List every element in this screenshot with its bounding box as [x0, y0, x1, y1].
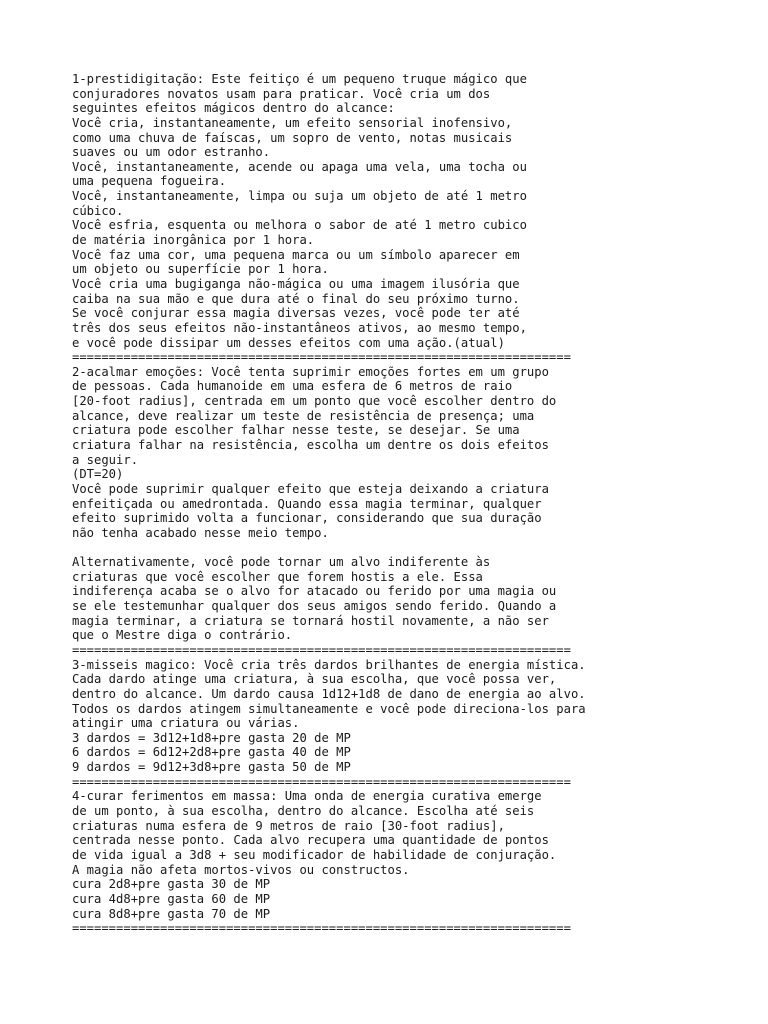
text-line: A magia não afeta mortos-vivos ou constructos.	[72, 862, 410, 877]
text-line: Você, instantaneamente, acende ou apaga uma vela, uma tocha ou	[72, 159, 527, 174]
separator-line: ====================================================================	[72, 774, 571, 789]
text-line: 9 dardos = 9d12+3d8+pre gasta 50 de MP	[72, 760, 351, 775]
text-line: de vida igual a 3d8 + seu modificador de habilidade de conjuração.	[72, 847, 557, 862]
text-line: Você faz uma cor, uma pequena marca ou um símbolo aparecer em	[72, 247, 520, 262]
text-line: Você pode suprimir qualquer efeito que esteja deixando a criatura	[72, 481, 549, 496]
text-line: cura 4d8+pre gasta 60 de MP	[72, 891, 271, 906]
text-line: de um ponto, à sua escolha, dentro do alcance. Escolha até seis	[72, 804, 535, 819]
text-line: de matéria inorgânica por 1 hora.	[72, 233, 315, 248]
text-line: Você esfria, esquenta ou melhora o sabor de até 1 metro cubico	[72, 218, 527, 233]
text-line: conjuradores novatos usam para praticar. Você cria um dos	[72, 86, 491, 101]
text-line: magia terminar, a criatura se tornará hostil novamente, a não ser	[72, 613, 549, 628]
document-page	[72, 72, 672, 936]
text-line: cura 8d8+pre gasta 70 de MP	[72, 906, 271, 921]
text-line: como uma chuva de faíscas, um sopro de vento, notas musicais	[72, 130, 513, 145]
text-line: criatura pode escolher falhar nesse teste, se desejar. Se uma	[72, 423, 520, 438]
text-line: criaturas numa esfera de 9 metros de raio [30-foot radius],	[72, 818, 505, 833]
text-line: 3-misseis magico: Você cria três dardos brilhantes de energia mística.	[72, 657, 586, 672]
separator-line: ====================================================================	[72, 642, 571, 657]
text-line: e você pode dissipar um desses efeitos com uma ação.(atual)	[72, 335, 505, 350]
text-line: Se você conjurar essa magia diversas vezes, você pode ter até	[72, 306, 520, 321]
text-line: a seguir.	[72, 452, 139, 467]
text-line: 1-prestidigitação: Este feitiço é um pequeno truque mágico que	[72, 72, 527, 86]
text-line: criaturas que você escolher que forem hostis a ele. Essa	[72, 569, 483, 584]
text-line: criatura falhar na resistência, escolha um dentre os dois efeitos	[72, 438, 549, 453]
separator-line: ====================================================================	[72, 350, 571, 365]
text-line: um objeto ou superfície por 1 hora.	[72, 262, 329, 277]
text-line: centrada nesse ponto. Cada alvo recupera uma quantidade de pontos	[72, 833, 549, 848]
text-line: Cada dardo atinge uma criatura, à sua escolha, que você possa ver,	[72, 672, 557, 687]
text-line: atingir uma criatura ou várias.	[72, 716, 300, 731]
text-line: indiferença acaba se o alvo for atacado ou ferido por uma magia ou	[72, 584, 557, 599]
text-line: três dos seus efeitos não-instantâneos ativos, ao mesmo tempo,	[72, 320, 527, 335]
separator-line: ====================================================================	[72, 921, 571, 936]
text-line: caiba na sua mão e que dura até o final do seu próximo turno.	[72, 291, 520, 306]
text-line: Você, instantaneamente, limpa ou suja um objeto de até 1 metro	[72, 189, 527, 204]
text-line: não tenha acabado nesse meio tempo.	[72, 525, 329, 540]
text-line: cura 2d8+pre gasta 30 de MP	[72, 877, 271, 892]
text-line: de pessoas. Cada humanoide em uma esfera de 6 metros de raio	[72, 379, 513, 394]
text-line: efeito suprimido volta a funcionar, considerando que sua duração	[72, 511, 542, 526]
text-line: 4-curar ferimentos em massa: Uma onda de energia curativa emerge	[72, 789, 542, 804]
text-line: alcance, deve realizar um teste de resistência de presença; uma	[72, 408, 535, 423]
text-line: Você cria, instantaneamente, um efeito sensorial inofensivo,	[72, 115, 513, 130]
text-line: [20-foot radius], centrada em um ponto que você escolher dentro do	[72, 394, 557, 409]
blank-line	[72, 541, 672, 556]
text-line: 6 dardos = 6d12+2d8+pre gasta 40 de MP	[72, 745, 351, 760]
text-line: 2-acalmar emoções: Você tenta suprimir emoções fortes em um grupo	[72, 364, 549, 379]
text-line: suaves ou um odor estranho.	[72, 145, 271, 160]
text-line: dentro do alcance. Um dardo causa 1d12+1d8 de dano de energia ao alvo.	[72, 686, 586, 701]
text-line: que o Mestre diga o contrário.	[72, 628, 293, 643]
text-line: Alternativamente, você pode tornar um alvo indiferente às	[72, 555, 491, 570]
text-line: 3 dardos = 3d12+1d8+pre gasta 20 de MP	[72, 730, 351, 745]
text-line: enfeitiçada ou amedrontada. Quando essa magia terminar, qualquer	[72, 496, 542, 511]
text-line: Todos os dardos atingem simultaneamente e você pode direciona-los para	[72, 701, 586, 716]
text-line: seguintes efeitos mágicos dentro do alcance:	[72, 101, 395, 116]
text-line: se ele testemunhar qualquer dos seus amigos sendo ferido. Quando a	[72, 599, 557, 614]
text-line: cúbico.	[72, 203, 124, 218]
text-line: (DT=20)	[72, 467, 124, 482]
text-line: Você cria uma bugiganga não-mágica ou uma imagem ilusória que	[72, 276, 520, 291]
text-line: uma pequena fogueira.	[72, 174, 227, 189]
